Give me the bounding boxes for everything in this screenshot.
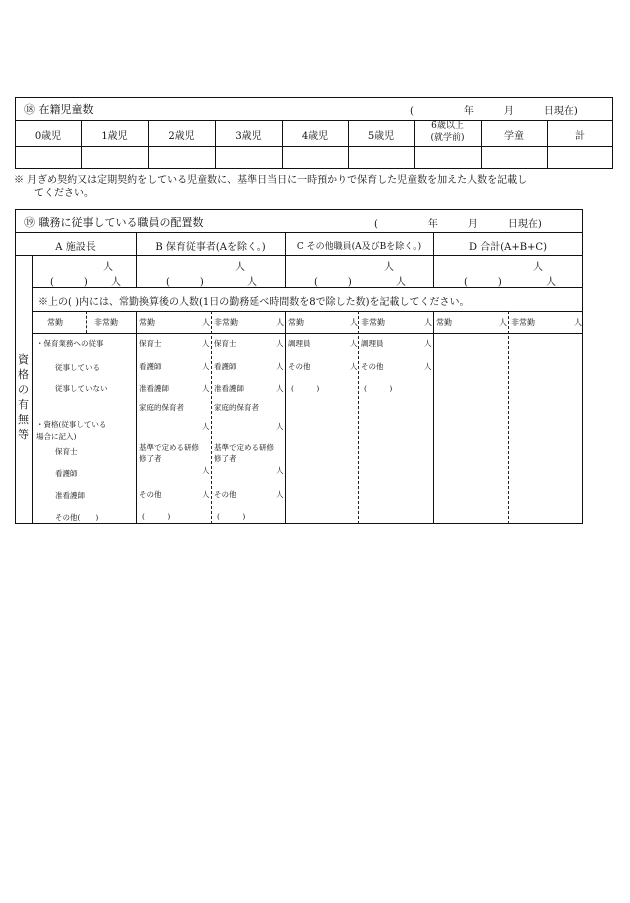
s19-b-total-unit: 人 [235,262,245,273]
c-row: 調理員 [288,339,311,348]
s19-c-fte: ( ) [314,277,352,288]
s19-a-fte-unit: 人 [111,277,121,288]
s19-side-divider [32,255,33,524]
s19-c-fte-unit: 人 [396,277,406,288]
b-unit: 人 [276,422,284,431]
s19-col-c-header: C その他職員(A及びBを除く。) [296,242,422,252]
a-hijoukin: 非常勤 [94,318,118,327]
s19-sub-divider [358,311,359,524]
c-unit: 人 [350,362,358,371]
s18-date: ( 年 月 日現在) [410,106,578,117]
b-row: 修了者 [139,454,162,463]
s19-d-total-unit: 人 [533,262,543,273]
s19-title: ⑲ 職務に従事している職員の配置数 [24,216,204,229]
c-unit: 人 [350,339,358,348]
s18-header-1: 1歳児 [101,131,128,142]
b-row: 家庭的保育者 [214,403,259,412]
b-unit: 人 [202,422,210,431]
a-row: 准看護師 [55,491,85,500]
b-unit: 人 [276,384,284,393]
c-joukin-unit: 人 [350,318,358,327]
s19-rule [15,232,583,233]
s19-c-total-unit: 人 [384,262,394,273]
s19-col-divider [136,311,137,524]
b-unit: 人 [202,490,210,499]
b-row: 看護師 [139,362,162,371]
s19-col-a-header: A 施設長 [55,242,96,253]
s19-col-b-header: B 保育従事者(Aを除く。) [155,242,266,253]
b-row: ( ) [217,512,246,521]
b-hijoukin: 非常勤 [214,318,238,327]
b-unit: 人 [276,490,284,499]
c-row: ( ) [364,384,393,393]
b-unit: 人 [202,384,210,393]
s19-a-total-unit: 人 [103,262,113,273]
b-unit: 人 [202,339,210,348]
s19-side-label: 資格の有無等 [18,353,29,441]
s18-header-5: 5歳児 [367,131,395,142]
a-row: 従事している [55,363,100,372]
s19-col-d-header: D 合計(A+B+C) [469,242,547,253]
b-unit: 人 [276,362,284,371]
b-row: その他 [139,490,162,499]
c-unit: 人 [424,362,432,371]
s19-sub-divider [508,311,509,524]
s18-header-2: 2歳児 [168,131,195,142]
a-row: 保育士 [55,447,78,456]
b-row: ( ) [142,512,171,521]
s19-sub-divider [211,311,212,524]
b-joukin: 常勤 [139,318,155,327]
s18-header-7: 学童 [504,131,524,142]
s19-col-divider [285,311,286,524]
s18-note-cont: てください。 [34,188,94,199]
a-row: 看護師 [55,469,78,478]
c-hijoukin: 非常勤 [361,318,385,327]
b-row: 家庭的保育者 [139,403,184,412]
s19-rule [32,333,583,334]
b-hijoukin-unit: 人 [276,318,284,327]
s19-rule [32,311,583,312]
s18-header-6: 6歳以上 (就学前) [430,121,465,143]
b-row: 准看護師 [214,384,244,393]
a-row: その他( ) [55,513,99,522]
s18-header-0: 0歳児 [34,131,62,142]
s19-notice: ※上の( )内には、常勤換算後の人数(1日の勤務延べ時間数を8で除した数)を記載してください。 [38,297,470,308]
b-unit: 人 [202,362,210,371]
b-row: 保育士 [139,339,162,348]
d-joukin-unit: 人 [499,318,507,327]
b-row: その他 [214,490,237,499]
s19-sub-divider [86,311,87,333]
c-joukin: 常勤 [288,318,304,327]
a-row: 場合に記入) [36,432,77,441]
c-row: その他 [288,362,311,371]
s19-date: ( 年 月 日現在) [374,219,542,230]
s19-b-fte-unit: 人 [247,277,257,288]
s19-d-fte-unit: 人 [546,277,556,288]
s19-b-fte: ( ) [166,277,204,288]
s19-col-divider [433,311,434,524]
b-unit: 人 [202,466,210,475]
s18-header-4: 4歳児 [301,131,329,142]
d-hijoukin-unit: 人 [574,318,582,327]
c-hijoukin-unit: 人 [424,318,432,327]
b-row: 基準で定める研修 [139,443,199,452]
d-hijoukin: 非常勤 [511,318,535,327]
d-joukin: 常勤 [436,318,452,327]
a-row: ・保育業務への従事 [36,339,104,348]
c-row: ( ) [291,384,320,393]
b-row: 基準で定める研修 [214,443,274,452]
s18-header-3: 3歳児 [235,131,262,142]
b-row: 准看護師 [139,384,169,393]
s18-rule [15,146,613,147]
s18-rule [15,120,613,121]
b-unit: 人 [276,339,284,348]
s18-header-8: 計 [575,131,585,142]
s18-note: ※ 月ぎめ契約又は定期契約をしている児童数に、基準日当日に一時預かりで保育した児童数を加えた人数を記載し [14,175,528,186]
a-joukin: 常勤 [47,318,63,327]
b-row: 保育士 [214,339,237,348]
c-unit: 人 [424,339,432,348]
c-row: 調理員 [361,339,384,348]
b-unit: 人 [276,466,284,475]
b-row: 修了者 [214,454,237,463]
a-row: ・資格(従事している [36,420,107,429]
a-row: 従事していない [55,384,108,393]
b-row: 看護師 [214,362,237,371]
b-joukin-unit: 人 [202,318,210,327]
s19-d-fte: ( ) [464,277,502,288]
c-row: その他 [361,362,384,371]
s19-rule [15,255,583,256]
s18-title: ⑱ 在籍児童数 [24,103,94,116]
s19-a-fte: ( ) [50,277,88,288]
